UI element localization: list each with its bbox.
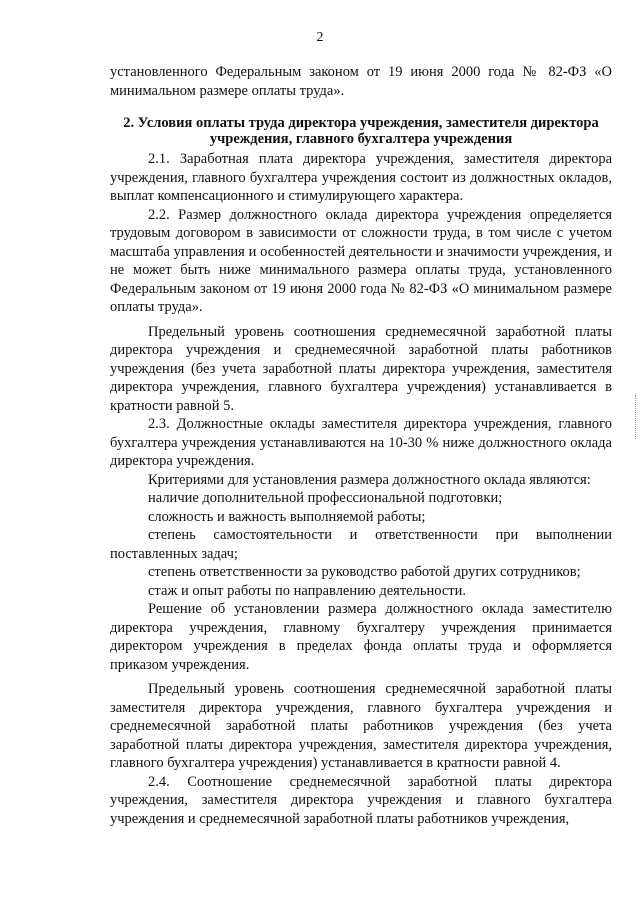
- section-heading-2: 2. Условия оплаты труда директора учреждения, заместителя директора учреждения, главного бухгалтера учреждения: [123, 115, 599, 147]
- paragraph-2-2: 2.2. Размер должностного оклада директора учреждения определяется трудовым договором в зависимости от сложности труда, в том числе с учетом масштаба управления и особенностей деятельности и значимости учреждения, и не может быть ниже минимального размера оплаты труда, установленного Федеральным законом от 19 июня 2000 года № 82-ФЗ «О минимальном размере оплаты труда».: [110, 206, 612, 315]
- paragraph-2-3: 2.3. Должностные оклады заместителя директора учреждения, главного бухгалтера учреждения устанавливаются на 10-30 % ниже должностного оклада директора учреждения.: [110, 416, 612, 469]
- criteria-item: стаж и опыт работы по направлению деятельности.: [148, 582, 466, 599]
- criteria-item: степень самостоятельности и ответственности при выполнении поставленных задач;: [110, 527, 612, 562]
- criteria-item: степень ответственности за руководство работой других сотрудников;: [148, 564, 581, 580]
- criteria-item: сложность и важность выполняемой работы;: [148, 508, 426, 525]
- scan-edge-mark: [635, 395, 638, 439]
- paragraph-criteria-intro: Критериями для установления размера должностного оклада являются:: [148, 471, 591, 488]
- page-number: 2: [316, 30, 324, 45]
- paragraph-decision: Решение об установлении размера должностного оклада заместителю директора учреждения, главному бухгалтеру учреждения принимается директором учреждения в пределах фонда оплаты труда и оформляется приказом учреждения.: [110, 601, 612, 673]
- paragraph-2-4: 2.4. Соотношение среднемесячной заработной платы директора учреждения, заместителя директора учреждения и главного бухгалтера учреждения и среднемесячной заработной платы работников учреждения,: [110, 773, 612, 827]
- document-body: [110, 63, 612, 828]
- criteria-item: наличие дополнительной профессиональной подготовки;: [148, 490, 503, 506]
- paragraph-law-reference: установленного Федеральным законом от 19 июня 2000 года № 82-ФЗ «О минимальном размере оплаты труда».: [110, 64, 612, 99]
- paragraph-ratio-deputy: Предельный уровень соотношения среднемесячной заработной платы заместителя директора учреждения, главного бухгалтера учреждения и среднемесячной заработной платы работников учреждения (без учета заработной платы директора учреждения, заместителя директора учреждения, главного бухгалтера учреждения) устанавливается в кратности равной 4.: [110, 681, 612, 771]
- paragraph-ratio-director: Предельный уровень соотношения среднемесячной заработной платы директора учреждения и среднемесячной заработной платы работников учреждения (без учета заработной платы директора учреждения, заместителя директора учреждения, главного бухгалтера учреждения) устанавливается в кратности равной 5.: [110, 323, 612, 414]
- paragraph-2-1: 2.1. Заработная плата директора учреждения, заместителя директора учреждения, главного бухгалтера учреждения состоит из должностных окладов, выплат компенсационного и стимулирующего характера.: [110, 151, 612, 204]
